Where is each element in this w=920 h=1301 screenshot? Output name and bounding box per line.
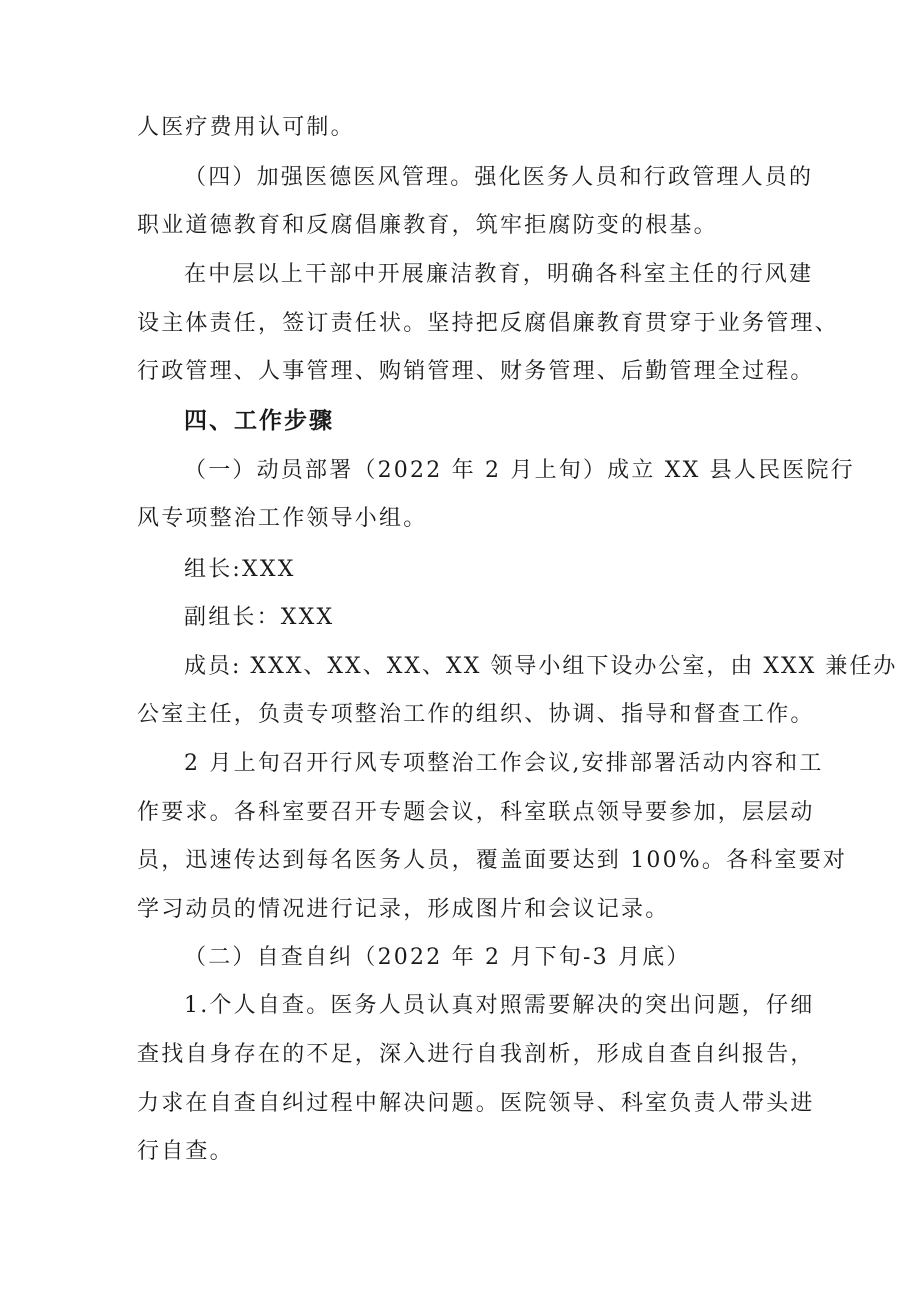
text-line-13: 公室主任，负责专项整治工作的组织、协调、指导和督查工作。 — [137, 702, 815, 727]
text-line-22: 行自查。 — [137, 1139, 234, 1164]
text-line-9: 风专项整治工作领导小组。 — [137, 506, 428, 531]
text-line-1: 人医疗费用认可制。 — [137, 115, 355, 140]
text-line-20: 查找自身存在的不足，深入进行自我剖析，形成自查自纠报告， — [137, 1042, 815, 1067]
text-line-2: （四）加强医德医风管理。强化医务人员和行政管理人员的 — [184, 165, 814, 190]
text-line-10: 组长:XXX — [184, 557, 296, 582]
text-line-5: 设主体责任，签订责任状。坚持把反腐倡廉教育贯穿于业务管理、 — [137, 311, 839, 336]
text-line-4: 在中层以上干部中开展廉洁教育，明确各科室主任的行风建 — [184, 262, 814, 287]
text-line-14: 2 月上旬召开行风专项整治工作会议,安排部署活动内容和工 — [184, 751, 824, 776]
text-line-3: 职业道德教育和反腐倡廉教育，筑牢拒腐防变的根基。 — [137, 213, 718, 238]
text-line-17: 学习动员的情况进行记录，形成图片和会议记录。 — [137, 897, 670, 922]
text-line-11: 副组长：XXX — [184, 605, 335, 630]
text-line-8: （一）动员部署（2022 年 2 月上旬）成立 XX 县人民医院行 — [184, 458, 855, 483]
text-line-12: 成员: XXX、XX、XX、XX 领导小组下设办公室，由 XXX 兼任办 — [184, 654, 898, 679]
text-line-16: 员，迅速传达到每名医务人员，覆盖面要达到 100%。各科室要对 — [137, 848, 848, 873]
text-line-18: （二）自查自纠（2022 年 2 月下旬-3 月底） — [184, 945, 691, 970]
text-line-19: 1.个人自查。医务人员认真对照需要解决的突出问题，仔细 — [184, 993, 815, 1018]
text-line-6: 行政管理、人事管理、购销管理、财务管理、后勤管理全过程。 — [137, 359, 815, 384]
text-line-21: 力求在自查自纠过程中解决问题。医院领导、科室负责人带头进 — [137, 1091, 815, 1116]
text-line-15: 作要求。各科室要召开专题会议，科室联点领导要参加，层层动 — [137, 800, 815, 825]
section-heading: 四、工作步骤 — [184, 408, 334, 434]
